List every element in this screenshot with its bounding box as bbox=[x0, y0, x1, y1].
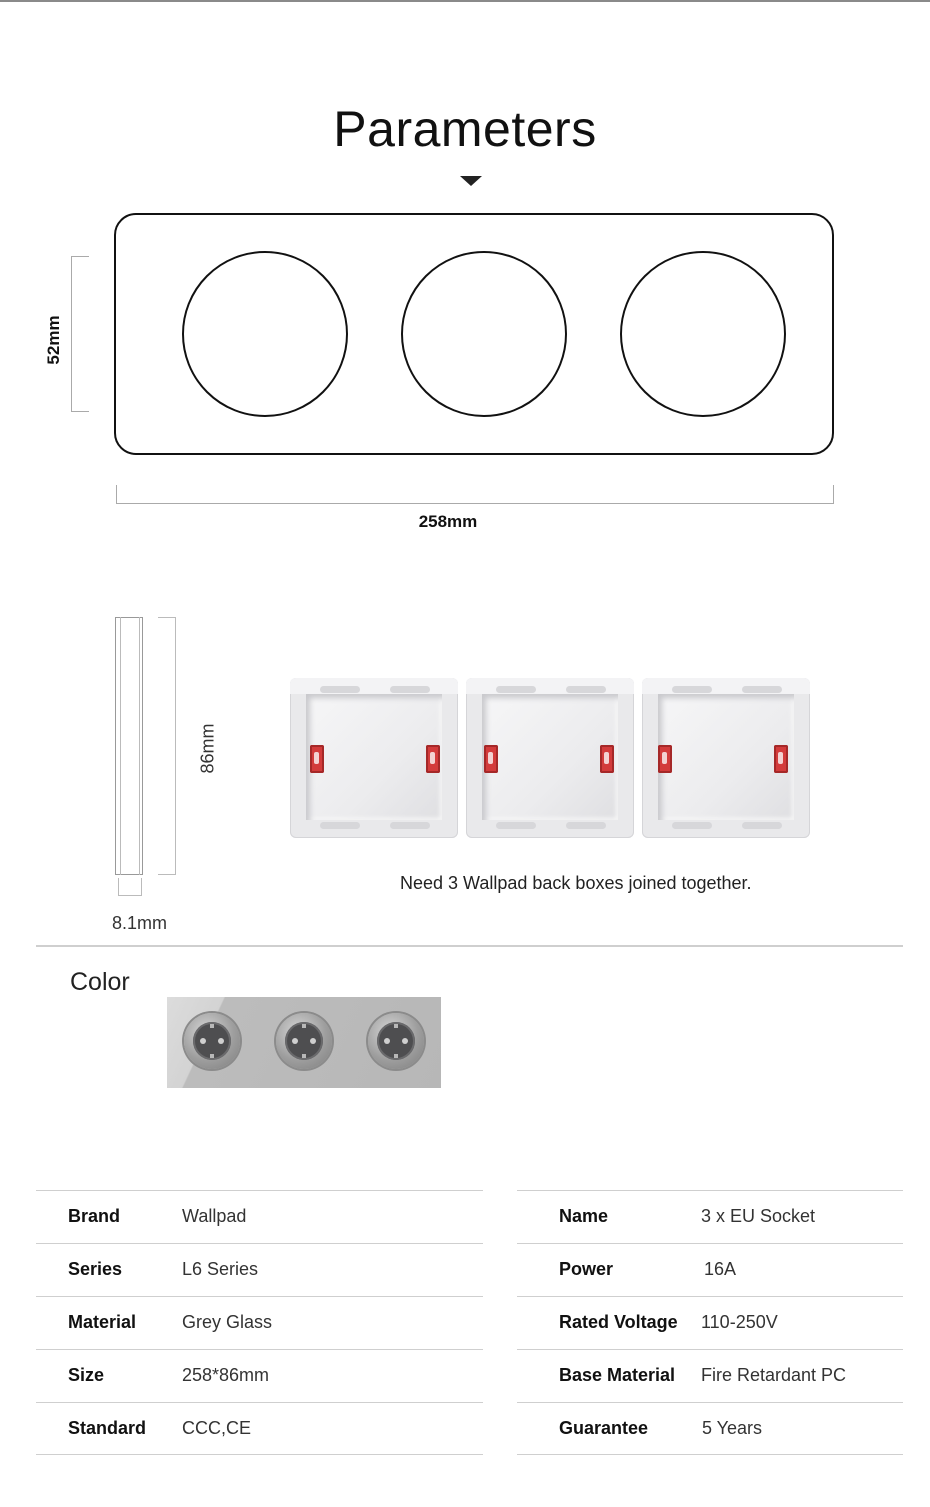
back-box-2 bbox=[466, 678, 634, 838]
eu-socket-icon bbox=[276, 1013, 332, 1069]
spec-value: 5 Years bbox=[702, 1418, 763, 1438]
clip-icon bbox=[600, 745, 614, 773]
spec-value: Wallpad bbox=[182, 1206, 247, 1226]
side-height-bracket bbox=[158, 617, 176, 875]
spec-row bbox=[517, 1349, 903, 1402]
side-height-label: 86mm bbox=[197, 723, 218, 774]
spec-row bbox=[36, 1296, 483, 1349]
width-dimension-bracket bbox=[116, 485, 834, 504]
width-dimension-label: 258mm bbox=[418, 512, 478, 531]
top-rule bbox=[0, 0, 930, 2]
spec-key: Size bbox=[68, 1365, 105, 1385]
spec-row bbox=[36, 1402, 483, 1455]
spec-value: L6 Series bbox=[182, 1259, 259, 1279]
spec-key: Base Material bbox=[559, 1365, 676, 1385]
front-panel-outline bbox=[114, 213, 834, 455]
height-dimension-label: 52mm bbox=[44, 315, 63, 365]
back-box-note: Need 3 Wallpad back boxes joined together. bbox=[400, 873, 752, 893]
clip-icon bbox=[310, 745, 324, 773]
socket-outline-2 bbox=[401, 251, 567, 417]
spec-row bbox=[517, 1190, 903, 1243]
spec-key: Name bbox=[559, 1206, 609, 1226]
thickness-label: 8.1mm bbox=[112, 913, 168, 933]
thickness-bracket bbox=[118, 878, 142, 896]
color-swatch-grey-glass bbox=[167, 997, 441, 1088]
clip-icon bbox=[484, 745, 498, 773]
caret-down-icon bbox=[460, 176, 482, 186]
spec-key: Brand bbox=[68, 1206, 121, 1226]
spec-key: Series bbox=[68, 1259, 123, 1279]
spec-value: Grey Glass bbox=[182, 1312, 273, 1332]
spec-row bbox=[517, 1296, 903, 1349]
clip-icon bbox=[658, 745, 672, 773]
clip-icon bbox=[774, 745, 788, 773]
spec-row bbox=[36, 1243, 483, 1296]
spec-key: Power bbox=[559, 1259, 614, 1279]
side-profile-inner bbox=[120, 617, 140, 875]
back-box-3 bbox=[642, 678, 810, 838]
spec-key: Standard bbox=[68, 1418, 147, 1438]
spec-value: 16A bbox=[704, 1259, 737, 1279]
back-box-1 bbox=[290, 678, 458, 838]
height-dimension-bracket bbox=[71, 256, 89, 412]
spec-row bbox=[36, 1349, 483, 1402]
eu-socket-icon bbox=[184, 1013, 240, 1069]
spec-value: CCC,CE bbox=[182, 1418, 252, 1438]
page-title: Parameters bbox=[333, 101, 597, 157]
spec-value: 110-250V bbox=[701, 1312, 778, 1332]
socket-outline-1 bbox=[182, 251, 348, 417]
section-divider bbox=[36, 945, 903, 947]
spec-row bbox=[517, 1402, 903, 1455]
socket-outline-3 bbox=[620, 251, 786, 417]
spec-value: 3 x EU Socket bbox=[701, 1206, 816, 1226]
color-section-label: Color bbox=[70, 968, 130, 996]
spec-key: Material bbox=[68, 1312, 137, 1332]
spec-row bbox=[517, 1243, 903, 1296]
spec-value: Fire Retardant PC bbox=[701, 1365, 847, 1385]
spec-key: Guarantee bbox=[559, 1418, 649, 1438]
clip-icon bbox=[426, 745, 440, 773]
spec-value: 258*86mm bbox=[182, 1365, 270, 1385]
spec-key: Rated Voltage bbox=[559, 1312, 678, 1332]
spec-row bbox=[36, 1190, 483, 1243]
eu-socket-icon bbox=[368, 1013, 424, 1069]
